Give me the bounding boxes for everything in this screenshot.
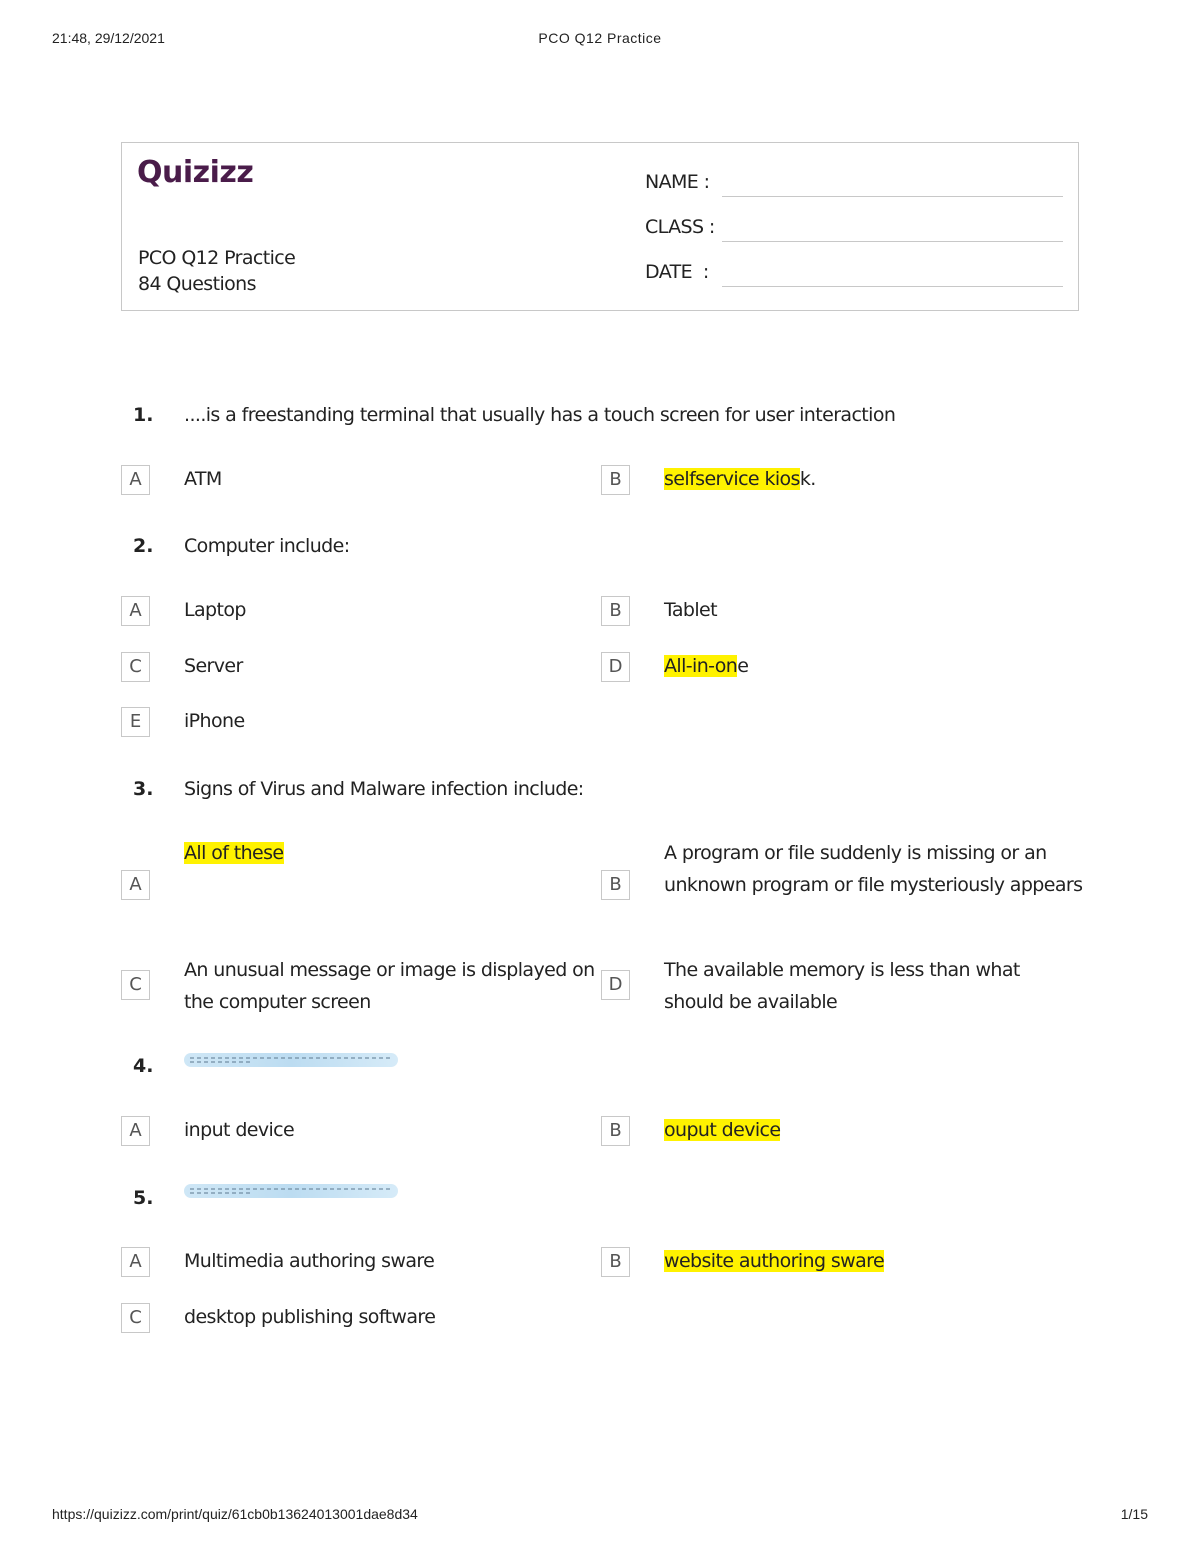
answer-highlight: All-in-on (664, 655, 738, 677)
option-letter-box: A (121, 1116, 150, 1146)
option-text-tail: e (737, 655, 749, 677)
option-text: A program or file suddenly is missing or an unknown program or file mysteriously appears (664, 842, 1083, 896)
name-label: NAME : (645, 171, 710, 193)
option-text: desktop publishing software (184, 1306, 436, 1328)
option-text: Multimedia authoring sware (184, 1250, 435, 1272)
option-text: iPhone (184, 710, 245, 732)
option-text-correct (664, 650, 748, 682)
print-datetime: 21:48, 29/12/2021 (52, 30, 165, 46)
quizizz-logo: Quizizz (137, 155, 254, 190)
option-letter-box: E (121, 707, 150, 737)
question-number: 1. (133, 404, 154, 426)
option-text: Server (184, 655, 243, 677)
option-letter-box: C (121, 970, 150, 1000)
answer-highlight: selfservice kios (664, 468, 800, 490)
option-letter-box: D (601, 652, 630, 682)
quiz-title: PCO Q12 Practice (138, 247, 296, 269)
question-number: 5. (133, 1187, 154, 1209)
answer-highlight: website authoring sware (664, 1250, 885, 1272)
question-number: 3. (133, 778, 154, 800)
option-letter-box: B (601, 596, 630, 626)
option-letter-box: B (601, 1116, 630, 1146)
question-text: ....is a freestanding terminal that usually has a touch screen for user interaction (184, 404, 896, 426)
option-text-correct (184, 837, 284, 869)
option-letter-box: C (121, 1303, 150, 1333)
option-letter-box: A (121, 596, 150, 626)
option-text: input device (184, 1119, 295, 1141)
question-image-blurred (184, 1053, 398, 1067)
print-header (0, 30, 1200, 50)
question-text: Signs of Virus and Malware infection include: (184, 778, 584, 800)
option-text: The available memory is less than what should be available (664, 959, 1020, 1013)
print-footer (0, 1506, 1200, 1526)
answer-highlight: All of these (184, 842, 284, 864)
answer-highlight: ouput device (664, 1119, 781, 1141)
question-image-blurred (184, 1184, 398, 1198)
option-text-correct (664, 463, 816, 495)
question-number: 2. (133, 535, 154, 557)
date-label: DATE : (645, 261, 709, 283)
class-line (722, 241, 1063, 242)
option-letter-box: A (121, 465, 150, 495)
option-text: An unusual message or image is displayed on the computer screen (184, 959, 595, 1013)
question-count: 84 Questions (138, 273, 256, 295)
question-text: Computer include: (184, 535, 350, 557)
option-text: Tablet (664, 599, 717, 621)
option-text-tail: k. (799, 468, 816, 490)
option-letter-box: B (601, 1247, 630, 1277)
option-text-correct (664, 1245, 884, 1277)
print-url: https://quizizz.com/print/quiz/61cb0b13624013001dae8d34 (52, 1506, 418, 1522)
worksheet-header (121, 142, 1079, 311)
question-number: 4. (133, 1055, 154, 1077)
option-letter-box: C (121, 652, 150, 682)
option-letter-box: B (601, 870, 630, 900)
page-number: 1/15 (1120, 1506, 1148, 1522)
option-letter-box: B (601, 465, 630, 495)
print-doc-title: PCO Q12 Practice (538, 30, 662, 46)
class-label: CLASS : (645, 216, 715, 238)
name-line (722, 196, 1063, 197)
option-text-correct (664, 1114, 780, 1146)
option-letter-box: A (121, 1247, 150, 1277)
option-letter-box: D (601, 970, 630, 1000)
date-line (722, 286, 1063, 287)
option-text: ATM (184, 468, 222, 490)
option-letter-box: A (121, 870, 150, 900)
option-text: Laptop (184, 599, 246, 621)
